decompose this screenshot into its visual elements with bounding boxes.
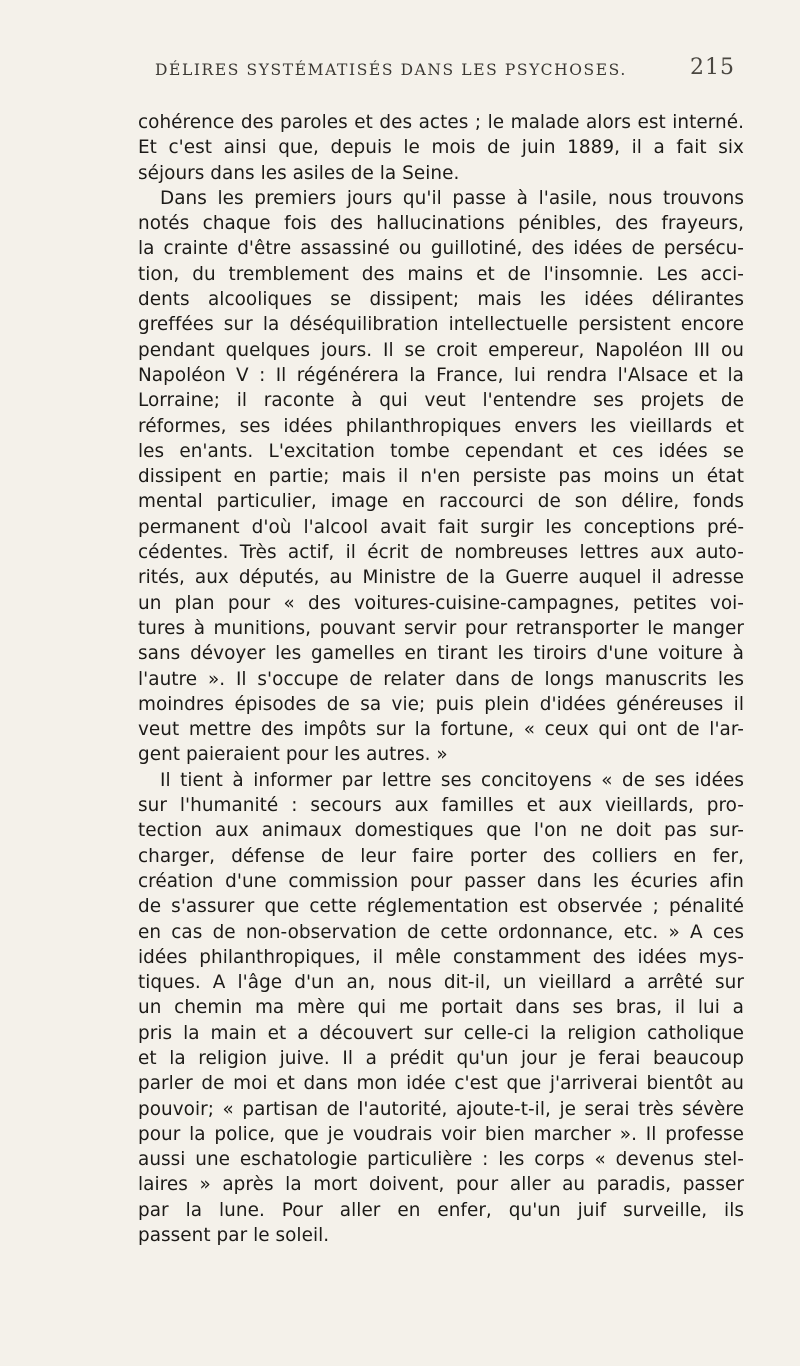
text-line: gent paieraient pour les autres. » bbox=[138, 744, 448, 766]
text-line: séjours dans les asiles de la Seine. bbox=[138, 162, 460, 184]
text-line: sans dévoyer les gamelles en tirant les tiroirs d'une voiture à bbox=[138, 643, 744, 665]
text-line: un plan pour « des voitures-cuisine-campagnes, petites voi- bbox=[138, 592, 744, 614]
text-line: rités, aux députés, au Ministre de la Guerre auquel il adresse bbox=[138, 567, 744, 589]
text-line: la crainte d'être assassiné ou guillotiné, des idées de persécu- bbox=[138, 238, 744, 260]
running-head bbox=[155, 55, 735, 95]
text-line: pris la main et a découvert sur celle-ci la religion catholique bbox=[138, 1022, 744, 1044]
text-line: Il tient à informer par lettre ses concitoyens « de ses idées bbox=[160, 769, 744, 791]
text-line: aussi une eschatologie particulière : les corps « devenus stel- bbox=[138, 1149, 744, 1171]
text-line: Et c'est ainsi que, depuis le mois de juin 1889, il a fait six bbox=[138, 137, 744, 159]
text-line: Lorraine; il raconte à qui veut l'entendre ses projets de bbox=[138, 390, 744, 412]
text-line: laires » après la mort doivent, pour aller au paradis, passer bbox=[138, 1174, 744, 1196]
text-line: un chemin ma mère qui me portait dans ses bras, il lui a bbox=[138, 997, 744, 1019]
text-line: mental particulier, image en raccourci de son délire, fonds bbox=[138, 491, 744, 513]
text-line: réformes, ses idées philanthropiques envers les vieillards et bbox=[138, 415, 744, 437]
text-line: dissipent en partie; mais il n'en persiste pas moins un état bbox=[138, 466, 744, 488]
text-line: de s'assurer que cette réglementation est observée ; pénalité bbox=[138, 896, 744, 918]
text-line: pouvoir; « partisan de l'autorité, ajoute-t-il, je serai très sévère bbox=[138, 1098, 744, 1120]
text-line: parler de moi et dans mon idée c'est que j'arriverai bientôt au bbox=[138, 1073, 744, 1095]
body-text bbox=[138, 110, 744, 1248]
text-line: pour la police, que je voudrais voir bien marcher ». Il professe bbox=[138, 1123, 744, 1145]
text-line: charger, défense de leur faire porter des colliers en fer, bbox=[138, 845, 744, 867]
text-line: greffées sur la déséquilibration intellectuelle persistent encore bbox=[138, 314, 744, 336]
text-line: les en'ants. L'excitation tombe cependant et ces idées se bbox=[138, 440, 744, 462]
text-line: moindres épisodes de sa vie; puis plein d'idées généreuses il bbox=[138, 693, 744, 715]
running-title: DÉLIRES SYSTÉMATISÉS DANS LES PSYCHOSES. bbox=[155, 61, 627, 79]
text-line: cédentes. Très actif, il écrit de nombreuses lettres aux auto- bbox=[138, 542, 744, 564]
text-line: notés chaque fois des hallucinations pénibles, des frayeurs, bbox=[138, 213, 744, 235]
text-line: et la religion juive. Il a prédit qu'un jour je ferai beaucoup bbox=[138, 1047, 744, 1069]
page-number: 215 bbox=[690, 55, 735, 80]
text-line: passent par le soleil. bbox=[138, 1225, 330, 1247]
text-line: sur l'humanité : secours aux familles et aux vieillards, pro- bbox=[138, 795, 744, 817]
text-line: tures à munitions, pouvant servir pour retransporter le manger bbox=[138, 617, 744, 639]
text-line: permanent d'où l'alcool avait fait surgir les conceptions pré- bbox=[138, 516, 744, 538]
text-line: l'autre ». Il s'occupe de relater dans de longs manuscrits les bbox=[138, 668, 744, 690]
text-line: idées philanthropiques, il mêle constamment des idées mys- bbox=[138, 946, 744, 968]
text-line: par la lune. Pour aller en enfer, qu'un juif surveille, ils bbox=[138, 1199, 744, 1221]
text-line: dents alcooliques se dissipent; mais les idées délirantes bbox=[138, 289, 744, 311]
text-line: Dans les premiers jours qu'il passe à l'asile, nous trouvons bbox=[160, 187, 744, 209]
text-line: veut mettre des impôts sur la fortune, « ceux qui ont de l'ar- bbox=[138, 719, 744, 741]
text-line: tiques. A l'âge d'un an, nous dit-il, un vieillard a arrêté sur bbox=[138, 972, 744, 994]
text-line: tection aux animaux domestiques que l'on ne doit pas sur- bbox=[138, 820, 744, 842]
text-line: tion, du tremblement des mains et de l'insomnie. Les acci- bbox=[138, 263, 744, 285]
text-line: cohérence des paroles et des actes ; le malade alors est interné. bbox=[138, 112, 744, 133]
text-line: création d'une commission pour passer dans les écuries afin bbox=[138, 870, 744, 892]
text-line: en cas de non-observation de cette ordonnance, etc. » A ces bbox=[138, 921, 744, 943]
text-line: pendant quelques jours. Il se croit empereur, Napoléon III ou bbox=[138, 339, 744, 361]
text-line: Napoléon V : Il régénérera la France, lui rendra l'Alsace et la bbox=[138, 364, 744, 386]
